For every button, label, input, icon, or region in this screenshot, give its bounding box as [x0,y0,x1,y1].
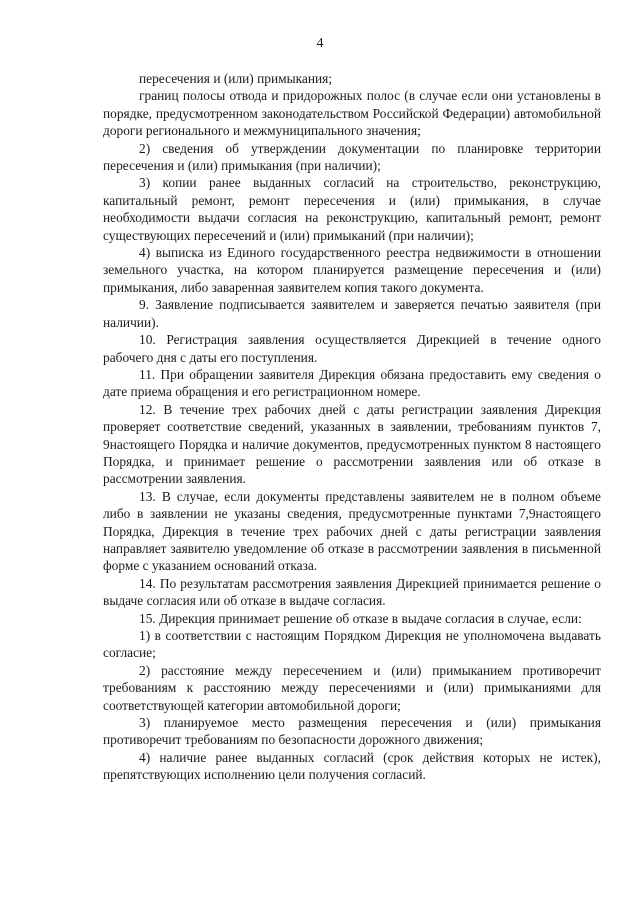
paragraph: 2) расстояние между пересечением и (или) примыканием противоречит требованиям к расстоянию между пересечениями и (или) примыканиями для соответствующей категории автомобильной дороги; [103,662,601,713]
paragraph: 1) в соответствии с настоящим Порядком Дирекция не уполномочена выдавать согласие; [103,628,601,661]
paragraph: 2) сведения об утверждении документации по планировке территории пересечения и (или) примыкания (при наличии); [103,140,601,174]
paragraph: 11. При обращении заявителя Дирекция обязана предоставить ему сведения о дате приема обращения и его регистрационном номере. [103,366,601,400]
paragraph: 13. В случае, если документы представлены заявителем не в полном объеме либо в заявлении не указаны сведения, предусмотренные пунктами 7,9настоящего Порядка, Дирекция в течение трех рабочих дней с даты регистрации заявления направляет заявителю уведомление об отказе в рассмотрении заявления в письменной форме с указанием оснований отказа. [103,488,601,574]
paragraph: 12. В течение трех рабочих дней с даты регистрации заявления Дирекция проверяет соответствие сведений, указанных в заявлении, требованиям пунктов 7, 9настоящего Порядка и наличие документов, предусмотренных пунктом 8 настоящего Порядка, и принимает решение о рассмотрении заявления или об отказе в рассмотрении заявления. [103,401,601,487]
document-body [103,70,601,784]
paragraph: границ полосы отвода и придорожных полос (в случае если они установлены в порядке, предусмотренном законодательством Российской Федерации) автомобильной дороги регионального и межмуниципального значения; [103,88,601,139]
paragraph: 9. Заявление подписывается заявителем и заверяется печатью заявителя (при наличии). [103,297,601,330]
paragraph: 4) выписка из Единого государственного реестра недвижимости в отношении земельного участка, на котором планируется размещение пересечения и (или) примыкания, либо заваренная заявителем копия такого документа. [103,245,601,295]
paragraph: пересечения и (или) примыкания; [139,71,333,86]
page-number: 4 [316,36,324,51]
paragraph: 15. Дирекция принимает решение об отказе в выдаче согласия в случае, если: [139,610,582,626]
paragraph: 3) копии ранее выданных согласий на строительство, реконструкцию, капитальный ремонт, ремонт пересечения и (или) примыкания, в случае необходимости выдачи согласия на реконструкцию, капитальный ремонт, ремонт существующих пересечений и (или) примыканий (при наличии); [103,175,601,243]
paragraph: 3) планируемое место размещения пересечения и (или) примыкания противоречит требованиям по безопасности дорожного движения; [103,715,601,748]
paragraph: 4) наличие ранее выданных согласий (срок действия которых не истек), препятствующих исполнению цели получения согласий. [103,749,601,783]
paragraph: 14. По результатам рассмотрения заявления Дирекцией принимается решение о выдаче согласия или об отказе в выдаче согласия. [103,575,601,609]
paragraph: 10. Регистрация заявления осуществляется Дирекцией в течение одного рабочего дня с даты его поступления. [103,332,601,365]
